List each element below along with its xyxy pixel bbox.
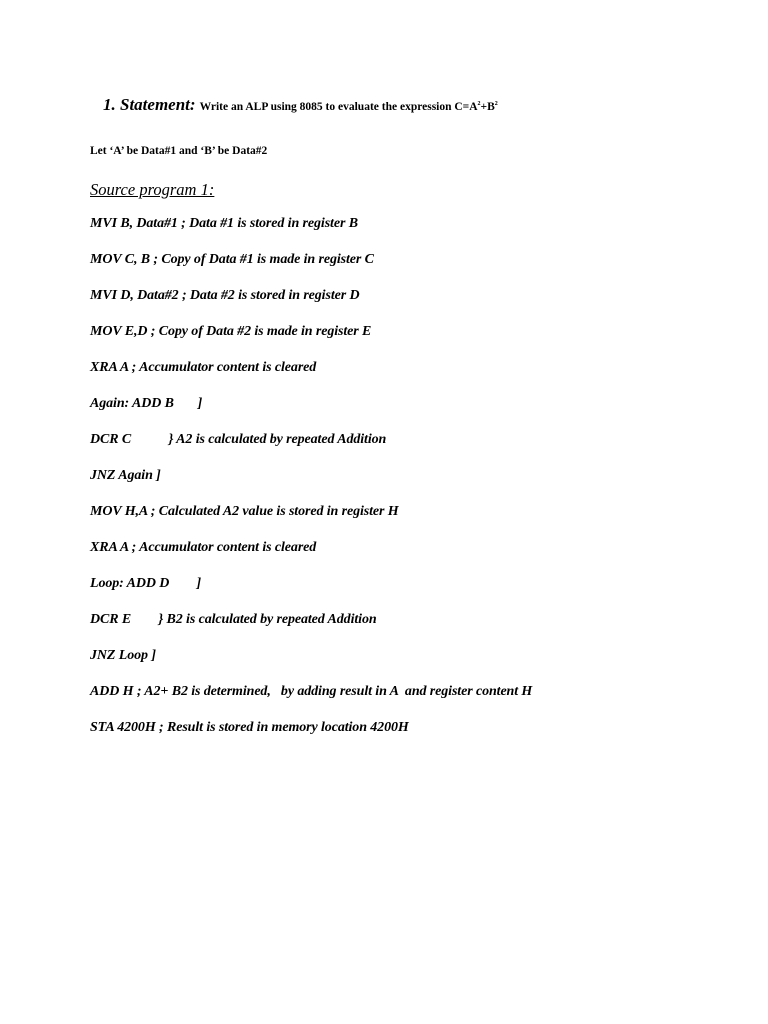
statement-text	[200, 101, 498, 113]
superscript-a: 2	[477, 101, 481, 107]
code-line-5: XRA A ; Accumulator content is cleared	[90, 360, 317, 375]
code-line-7: DCR C } A2 is calculated by repeated Addition	[90, 432, 387, 447]
source-program-title: Source program 1:	[90, 180, 215, 199]
code-line-3: MVI D, Data#2 ; Data #2 is stored in register D	[90, 288, 360, 303]
superscript-b: 2	[494, 101, 498, 107]
code-line-2: MOV C, B ; Copy of Data #1 is made in register C	[90, 252, 374, 267]
statement-line	[103, 95, 498, 115]
statement-heading: 1. Statement:	[103, 95, 196, 114]
code-line-6: Again: ADD B ]	[90, 396, 203, 411]
code-line-11: Loop: ADD D ]	[90, 576, 202, 591]
code-line-9: MOV H,A ; Calculated A2 value is stored in register H	[90, 504, 399, 519]
code-line-1: MVI B, Data#1 ; Data #1 is stored in register B	[90, 216, 358, 231]
code-line-15: STA 4200H ; Result is stored in memory location 4200H	[90, 720, 409, 735]
let-line: Let ‘A’ be Data#1 and ‘B’ be Data#2	[90, 145, 268, 157]
code-line-14: ADD H ; A2+ B2 is determined, by adding result in A and register content H	[90, 684, 533, 699]
code-line-10: XRA A ; Accumulator content is cleared	[90, 540, 317, 555]
statement-text-middle: +B	[480, 101, 495, 113]
code-line-12: DCR E } B2 is calculated by repeated Addition	[90, 612, 377, 627]
code-line-4: MOV E,D ; Copy of Data #2 is made in register E	[90, 324, 372, 339]
code-line-8: JNZ Again ]	[90, 468, 161, 483]
code-line-13: JNZ Loop ]	[90, 648, 156, 663]
statement-text-prefix: Write an ALP using 8085 to evaluate the expression C=A	[199, 101, 478, 113]
